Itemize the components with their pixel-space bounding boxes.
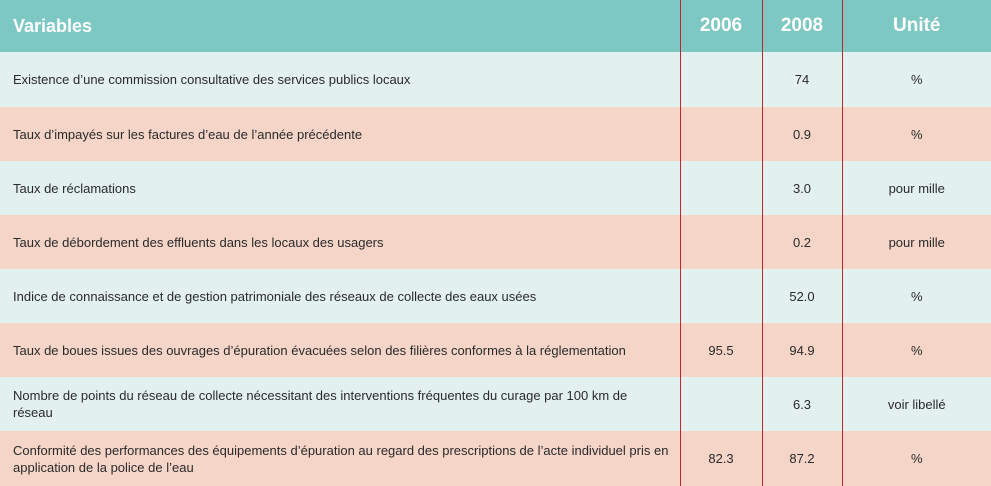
- row-value-2006: [680, 377, 762, 431]
- row-value-2006: [680, 269, 762, 323]
- row-unit: pour mille: [888, 180, 945, 196]
- table-row: [0, 377, 991, 431]
- row-value-2006: 95.5: [680, 323, 762, 377]
- table-row: [0, 269, 991, 323]
- header-year-2006: 2006: [680, 0, 762, 52]
- row-label: Taux de débordement des effluents dans les locaux des usagers: [13, 234, 384, 250]
- table-row: [0, 107, 991, 161]
- row-value-2008: 94.9: [762, 323, 842, 377]
- row-label: Taux de réclamations: [13, 180, 136, 196]
- row-value-2008: 52.0: [762, 269, 842, 323]
- row-label: Existence d’une commission consultative des services publics locaux: [13, 72, 411, 87]
- row-value-2006: [680, 161, 762, 215]
- row-value-2006: [680, 52, 762, 107]
- row-value-2006: [680, 107, 762, 161]
- table-header-row: [0, 0, 991, 52]
- header-year-2008: 2008: [762, 0, 842, 52]
- row-value-2008: 87.2: [762, 431, 842, 486]
- row-value-2008: 0.9: [762, 107, 842, 161]
- header-variables: Variables: [13, 15, 93, 36]
- table-row: [0, 52, 991, 107]
- row-label: Taux de boues issues des ouvrages d’épuration évacuées selon des filières conformes à la réglementation: [13, 342, 626, 358]
- table-row: [0, 215, 991, 269]
- table-row: [0, 431, 991, 486]
- row-unit: %: [910, 451, 923, 466]
- row-unit: %: [910, 126, 923, 142]
- row-value-2008: 3.0: [762, 161, 842, 215]
- row-value-2006: [680, 215, 762, 269]
- table-row: [0, 323, 991, 377]
- row-value-2006: 82.3: [680, 431, 762, 486]
- row-unit: %: [910, 288, 923, 304]
- row-value-2008: 6.3: [762, 377, 842, 431]
- row-unit: %: [910, 342, 923, 358]
- row-label: Indice de connaissance et de gestion patrimoniale des réseaux de collecte des eaux usées: [13, 288, 537, 304]
- row-label: Nombre de points du réseau de collecte nécessitant des interventions fréquentes du curage par 100 km de réseau: [13, 388, 628, 420]
- row-unit: %: [910, 72, 923, 87]
- row-value-2008: 74: [762, 52, 842, 107]
- row-value-2008: 0.2: [762, 215, 842, 269]
- header-unit: Unité: [893, 15, 941, 36]
- row-label: Conformité des performances des équipements d’épuration au regard des prescriptions de l’acte individuel pris en application de la police de l’eau: [13, 442, 669, 475]
- row-unit: voir libellé: [887, 396, 946, 412]
- row-unit: pour mille: [888, 234, 945, 250]
- table-row: [0, 161, 991, 215]
- row-label: Taux d’impayés sur les factures d’eau de l’année précédente: [13, 126, 363, 142]
